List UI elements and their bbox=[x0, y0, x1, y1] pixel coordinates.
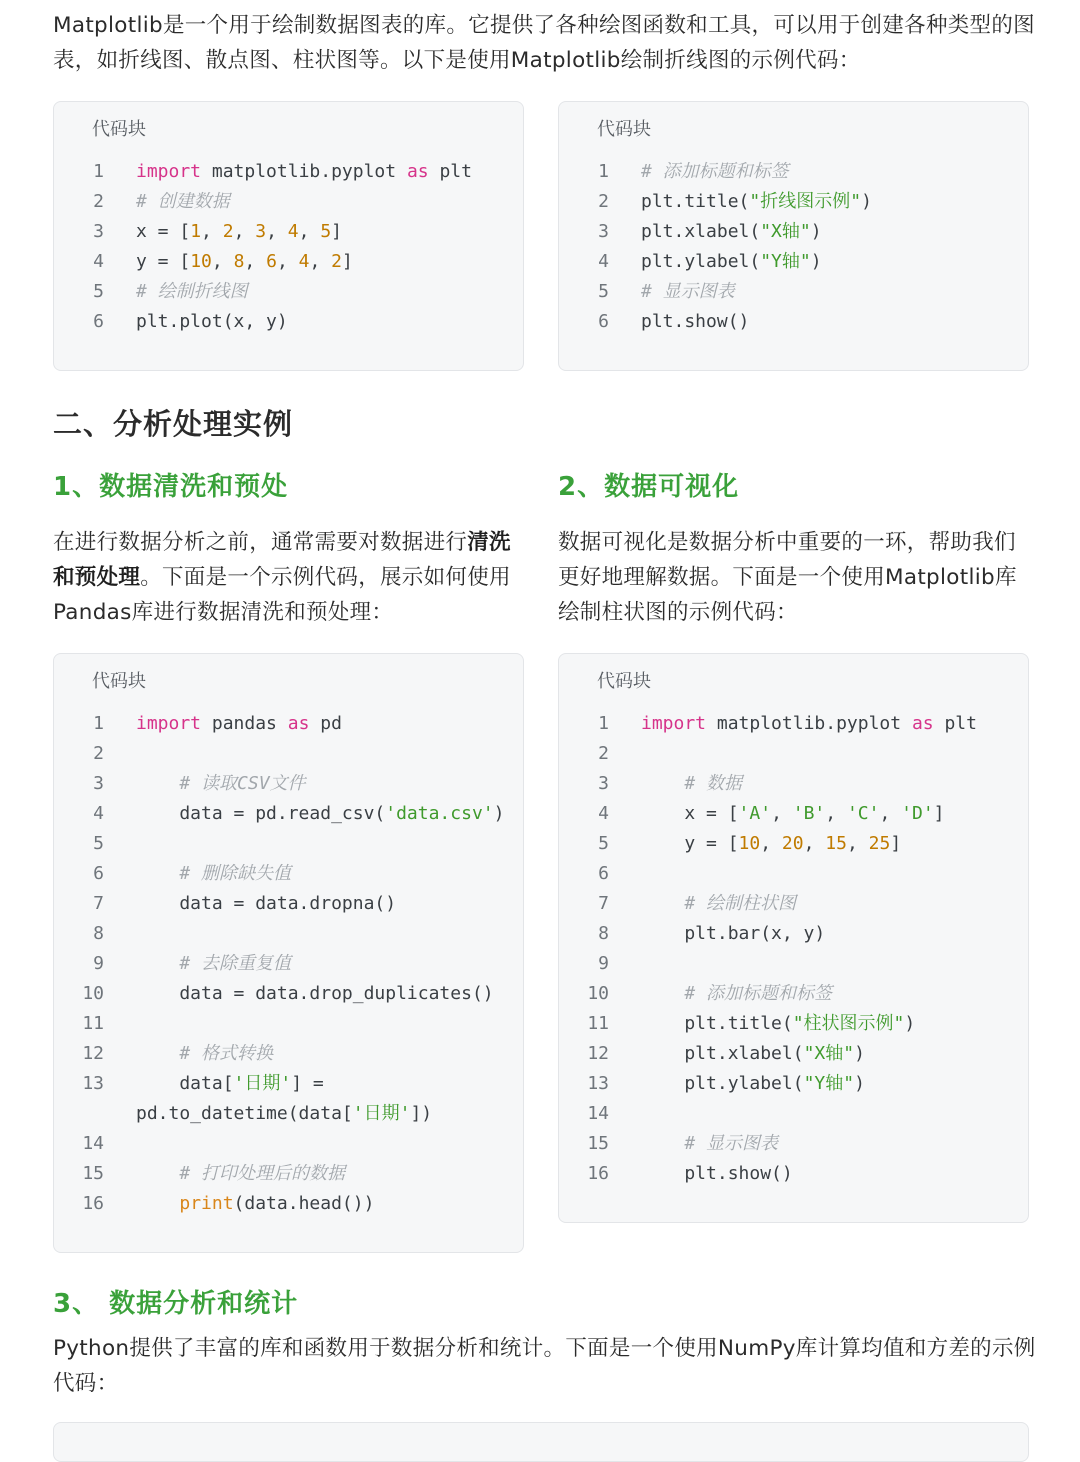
code-line bbox=[559, 1009, 1028, 1039]
code-token bbox=[136, 1043, 179, 1064]
code-token: , bbox=[846, 833, 869, 854]
code-text bbox=[136, 859, 291, 889]
code-text bbox=[136, 889, 396, 919]
cleaning-text: Pandas库进行数据清洗和预处理： bbox=[53, 600, 394, 625]
code-token: plt.bar(x, y) bbox=[641, 923, 826, 944]
code-token: pd bbox=[309, 713, 342, 734]
line-number: 3 bbox=[598, 221, 609, 242]
line-number: 9 bbox=[93, 953, 104, 974]
code-text bbox=[136, 247, 353, 277]
code-token: x = [ bbox=[641, 803, 739, 824]
code-token: # 打印处理后的数据 bbox=[179, 1163, 346, 1184]
line-number: 13 bbox=[82, 1073, 104, 1094]
code-block-line-plot bbox=[53, 101, 524, 371]
code-token: plt.ylabel( bbox=[641, 1073, 804, 1094]
code-token: # 数据 bbox=[684, 773, 743, 794]
code-text bbox=[641, 769, 742, 799]
code-text bbox=[136, 157, 472, 187]
code-line bbox=[54, 1069, 523, 1099]
cleaning-paragraph bbox=[53, 525, 523, 630]
line-number: 12 bbox=[82, 1043, 104, 1064]
code-token: pd.to_datetime(data[ bbox=[136, 1103, 353, 1124]
code-token: as bbox=[911, 713, 934, 734]
code-line bbox=[559, 1129, 1028, 1159]
intro-line-1: Matplotlib是一个用于绘制数据图表的库。它提供了各种绘图函数和工具，可以用于创建各种类型的图 bbox=[53, 13, 1035, 38]
code-token: plt.title( bbox=[641, 191, 750, 212]
code-line bbox=[54, 247, 523, 277]
code-line bbox=[559, 217, 1028, 247]
code-token: ) bbox=[810, 251, 822, 272]
code-token: # 创建数据 bbox=[136, 191, 230, 212]
code-token: 10 bbox=[190, 251, 212, 272]
code-token: # 读取CSV文件 bbox=[179, 773, 306, 794]
code-token bbox=[641, 773, 684, 794]
code-token: 4 bbox=[298, 251, 310, 272]
line-number: 6 bbox=[598, 863, 609, 884]
code-token: plt.title( bbox=[641, 1013, 793, 1034]
line-number: 10 bbox=[82, 983, 104, 1004]
code-token: "Y轴" bbox=[760, 251, 811, 272]
code-token: "柱状图示例" bbox=[792, 1013, 905, 1034]
code-token: plt.xlabel( bbox=[641, 1043, 804, 1064]
code-token: 6 bbox=[266, 251, 277, 272]
code-line bbox=[54, 859, 523, 889]
visualization-text: 绘制柱状图的示例代码： bbox=[558, 600, 798, 625]
code-token: , bbox=[771, 803, 793, 824]
code-token: "Y轴" bbox=[803, 1073, 855, 1094]
code-token: , bbox=[298, 221, 321, 242]
code-text bbox=[641, 1039, 865, 1069]
line-number: 14 bbox=[587, 1103, 609, 1124]
code-text bbox=[136, 799, 504, 829]
code-text bbox=[641, 829, 901, 859]
code-line bbox=[559, 1069, 1028, 1099]
line-number: 3 bbox=[93, 221, 104, 242]
line-number: 12 bbox=[587, 1043, 609, 1064]
code-token: 'C' bbox=[846, 803, 880, 824]
code-token: import bbox=[136, 713, 202, 734]
code-text bbox=[641, 187, 872, 217]
code-text bbox=[136, 979, 494, 1009]
code-line bbox=[559, 187, 1028, 217]
code-line bbox=[54, 1099, 523, 1129]
analysis-text: Python提供了丰富的库和函数用于数据分析和统计。下面是一个使用NumPy库计算均值和方差的示例 bbox=[53, 1336, 1036, 1361]
code-token: , bbox=[803, 833, 826, 854]
code-text bbox=[136, 277, 248, 307]
code-token: data = pd.read_csv( bbox=[136, 803, 386, 824]
intro-line-2: 表，如折线图、散点图、柱状图等。以下是使用Matplotlib绘制折线图的示例代码： bbox=[53, 48, 861, 73]
code-line bbox=[54, 769, 523, 799]
line-number: 9 bbox=[598, 953, 609, 974]
code-line bbox=[559, 247, 1028, 277]
code-token: , bbox=[276, 251, 299, 272]
code-token: 15 bbox=[825, 833, 847, 854]
intro-paragraph bbox=[53, 8, 1043, 78]
code-token: 10 bbox=[738, 833, 761, 854]
line-number: 4 bbox=[93, 251, 104, 272]
visualization-text: 数据可视化是数据分析中重要的一环，帮助我们 bbox=[558, 530, 1016, 555]
code-token: 2 bbox=[331, 251, 342, 272]
subheading-data-cleaning: 1、数据清洗和预处 bbox=[53, 472, 289, 502]
code-token: "X轴" bbox=[803, 1043, 855, 1064]
code-token: y = [ bbox=[641, 833, 739, 854]
code-text bbox=[641, 157, 789, 187]
code-token bbox=[136, 863, 179, 884]
code-block-label: 代码块 bbox=[92, 119, 146, 140]
code-line bbox=[559, 307, 1028, 337]
code-block-numpy bbox=[53, 1422, 1029, 1462]
code-token: # 添加标题和标签 bbox=[641, 161, 789, 182]
line-number: 4 bbox=[598, 251, 609, 272]
code-text bbox=[136, 1039, 273, 1069]
code-line bbox=[559, 799, 1028, 829]
code-token: plt.show() bbox=[641, 311, 750, 332]
code-line bbox=[559, 949, 1028, 979]
code-token: # 显示图表 bbox=[641, 281, 735, 302]
code-token: print bbox=[179, 1193, 234, 1214]
line-number: 5 bbox=[93, 281, 104, 302]
code-line bbox=[54, 949, 523, 979]
analysis-paragraph bbox=[53, 1331, 1043, 1401]
code-token: plt.ylabel( bbox=[641, 251, 761, 272]
code-token: 'data.csv' bbox=[385, 803, 494, 824]
code-token: '日期' bbox=[352, 1103, 411, 1124]
code-line bbox=[559, 889, 1028, 919]
code-line bbox=[559, 739, 1028, 769]
code-token bbox=[641, 1133, 684, 1154]
code-token: # 绘制柱状图 bbox=[684, 893, 797, 914]
code-token: 8 bbox=[233, 251, 245, 272]
code-block-bar-chart bbox=[558, 653, 1029, 1223]
code-token: 25 bbox=[868, 833, 891, 854]
code-token: ] bbox=[342, 251, 353, 272]
code-text bbox=[641, 889, 796, 919]
code-token: plt.show() bbox=[641, 1163, 793, 1184]
code-line bbox=[54, 1129, 523, 1159]
line-number: 16 bbox=[587, 1163, 609, 1184]
code-token: # 格式转换 bbox=[179, 1043, 274, 1064]
code-token: ) bbox=[810, 221, 822, 242]
code-text bbox=[641, 979, 832, 1009]
code-text bbox=[641, 799, 945, 829]
code-text bbox=[641, 307, 749, 337]
code-text bbox=[136, 217, 342, 247]
code-line bbox=[559, 829, 1028, 859]
visualization-text: 更好地理解数据。下面是一个使用Matplotlib库 bbox=[558, 565, 1017, 590]
line-number: 16 bbox=[82, 1193, 104, 1214]
code-line bbox=[559, 277, 1028, 307]
code-text bbox=[136, 1069, 324, 1099]
line-number: 2 bbox=[93, 191, 104, 212]
code-line bbox=[54, 919, 523, 949]
code-token: plt bbox=[428, 161, 472, 182]
code-text bbox=[136, 1099, 432, 1129]
code-line bbox=[54, 829, 523, 859]
code-line bbox=[54, 217, 523, 247]
subheading-data-visualization: 2、数据可视化 bbox=[558, 472, 740, 502]
code-line bbox=[559, 157, 1028, 187]
line-number: 4 bbox=[598, 803, 609, 824]
code-text bbox=[641, 1069, 865, 1099]
code-token: 2 bbox=[222, 221, 234, 242]
code-token: 1 bbox=[190, 221, 202, 242]
code-line bbox=[54, 157, 523, 187]
code-line bbox=[54, 1159, 523, 1189]
code-line bbox=[54, 799, 523, 829]
line-number: 2 bbox=[93, 743, 104, 764]
code-token bbox=[136, 1193, 179, 1214]
code-token: # 去除重复值 bbox=[179, 953, 292, 974]
code-line bbox=[54, 1009, 523, 1039]
line-number: 1 bbox=[93, 161, 104, 182]
code-text bbox=[641, 277, 735, 307]
code-token: y = [ bbox=[136, 251, 191, 272]
code-line bbox=[54, 979, 523, 1009]
code-token: plt bbox=[933, 713, 977, 734]
code-token: # 显示图表 bbox=[684, 1133, 779, 1154]
line-number: 15 bbox=[587, 1133, 609, 1154]
code-token: as bbox=[287, 713, 310, 734]
code-block-titles bbox=[558, 101, 1029, 371]
code-token: plt.plot(x, y) bbox=[136, 311, 288, 332]
code-token: , bbox=[233, 221, 256, 242]
code-token: "折线图示例" bbox=[749, 191, 862, 212]
code-token: ] bbox=[933, 803, 945, 824]
code-token: , bbox=[266, 221, 288, 242]
code-line bbox=[54, 1189, 523, 1219]
line-number: 2 bbox=[598, 191, 609, 212]
line-number: 7 bbox=[598, 893, 609, 914]
code-text bbox=[136, 709, 342, 739]
code-token: ) bbox=[493, 803, 505, 824]
code-token bbox=[136, 773, 179, 794]
code-token: 3 bbox=[255, 221, 267, 242]
code-block-label: 代码块 bbox=[597, 119, 651, 140]
code-token bbox=[641, 983, 684, 1004]
code-line bbox=[54, 889, 523, 919]
code-token: 'D' bbox=[901, 803, 934, 824]
code-token: 'B' bbox=[792, 803, 826, 824]
line-number: 7 bbox=[93, 893, 104, 914]
line-number: 15 bbox=[82, 1163, 104, 1184]
line-number: 1 bbox=[93, 713, 104, 734]
code-text bbox=[136, 307, 288, 337]
code-token: ) bbox=[854, 1073, 865, 1094]
code-token: '日期' bbox=[233, 1073, 292, 1094]
code-token: , bbox=[211, 251, 234, 272]
cleaning-text: 。下面是一个示例代码，展示如何使用 bbox=[140, 565, 511, 590]
code-token: data = data.drop_duplicates() bbox=[136, 983, 494, 1004]
line-number: 5 bbox=[598, 281, 609, 302]
code-line bbox=[54, 277, 523, 307]
code-line bbox=[559, 709, 1028, 739]
code-block-label: 代码块 bbox=[597, 671, 651, 692]
code-token: , bbox=[201, 221, 223, 242]
code-token: , bbox=[309, 251, 332, 272]
line-number: 3 bbox=[93, 773, 104, 794]
code-line bbox=[54, 1039, 523, 1069]
cleaning-text: 在进行数据分析之前，通常需要对数据进行 bbox=[53, 530, 468, 555]
code-token: data[ bbox=[136, 1073, 234, 1094]
code-token bbox=[136, 953, 179, 974]
line-number: 6 bbox=[93, 863, 104, 884]
code-token bbox=[136, 1163, 179, 1184]
code-token: 20 bbox=[781, 833, 804, 854]
code-line bbox=[559, 859, 1028, 889]
code-token: (data.head()) bbox=[233, 1193, 375, 1214]
line-number: 6 bbox=[598, 311, 609, 332]
analysis-text: 代码： bbox=[53, 1371, 119, 1396]
code-token: import bbox=[136, 161, 202, 182]
section-heading: 二、分析处理实例 bbox=[53, 407, 294, 441]
code-line bbox=[54, 709, 523, 739]
line-number: 2 bbox=[598, 743, 609, 764]
code-line bbox=[54, 739, 523, 769]
code-token: x = [ bbox=[136, 221, 191, 242]
code-token: ) bbox=[854, 1043, 865, 1064]
line-number: 1 bbox=[598, 713, 609, 734]
code-token: ] bbox=[331, 221, 342, 242]
code-text bbox=[641, 709, 977, 739]
code-token: , bbox=[879, 803, 902, 824]
line-number: 1 bbox=[598, 161, 609, 182]
code-line bbox=[559, 1099, 1028, 1129]
line-number: 5 bbox=[598, 833, 609, 854]
code-line bbox=[54, 307, 523, 337]
code-text bbox=[641, 247, 822, 277]
line-number: 10 bbox=[587, 983, 609, 1004]
code-token: # 删除缺失值 bbox=[179, 863, 292, 884]
code-token: , bbox=[760, 833, 782, 854]
line-number: 8 bbox=[93, 923, 104, 944]
code-text bbox=[641, 1009, 915, 1039]
line-number: 3 bbox=[598, 773, 609, 794]
code-block-pandas bbox=[53, 653, 524, 1253]
code-text bbox=[641, 217, 822, 247]
code-token: "X轴" bbox=[760, 221, 811, 242]
code-token: ] = bbox=[291, 1073, 324, 1094]
code-text bbox=[136, 1159, 345, 1189]
line-number: 11 bbox=[82, 1013, 104, 1034]
code-token: as bbox=[406, 161, 429, 182]
line-number: 11 bbox=[587, 1013, 609, 1034]
code-token: , bbox=[244, 251, 267, 272]
code-token: 'A' bbox=[738, 803, 772, 824]
line-number: 4 bbox=[93, 803, 104, 824]
line-number: 6 bbox=[93, 311, 104, 332]
code-line bbox=[559, 919, 1028, 949]
line-number: 14 bbox=[82, 1133, 104, 1154]
code-text bbox=[136, 949, 291, 979]
code-token bbox=[641, 893, 684, 914]
code-text bbox=[136, 1189, 374, 1219]
code-token: 5 bbox=[320, 221, 332, 242]
code-block-label: 代码块 bbox=[92, 671, 146, 692]
code-line bbox=[559, 1159, 1028, 1189]
code-token: data = data.dropna() bbox=[136, 893, 397, 914]
subheading-data-analysis: 3、 数据分析和统计 bbox=[53, 1289, 299, 1319]
code-token: matplotlib.pyplot bbox=[706, 713, 912, 734]
code-text bbox=[136, 187, 230, 217]
code-token: plt.xlabel( bbox=[641, 221, 761, 242]
line-number: 5 bbox=[93, 833, 104, 854]
code-token: matplotlib.pyplot bbox=[201, 161, 407, 182]
code-token: , bbox=[825, 803, 847, 824]
cleaning-bold: 清洗 bbox=[467, 530, 511, 555]
code-token: pandas bbox=[201, 713, 288, 734]
code-line bbox=[559, 979, 1028, 1009]
code-text bbox=[641, 1159, 793, 1189]
code-token: 4 bbox=[287, 221, 299, 242]
code-token: ] bbox=[890, 833, 902, 854]
line-number: 8 bbox=[598, 923, 609, 944]
code-text bbox=[641, 919, 825, 949]
code-token: import bbox=[641, 713, 707, 734]
code-token: # 绘制折线图 bbox=[136, 281, 248, 302]
visualization-paragraph bbox=[558, 525, 1028, 630]
code-token: ]) bbox=[410, 1103, 433, 1124]
code-text bbox=[641, 1129, 778, 1159]
code-text bbox=[136, 769, 306, 799]
preprocess-bold: 和预处理 bbox=[53, 565, 141, 590]
code-line bbox=[559, 1039, 1028, 1069]
code-line bbox=[559, 769, 1028, 799]
code-token: # 添加标题和标签 bbox=[684, 983, 833, 1004]
code-line bbox=[54, 187, 523, 217]
line-number: 13 bbox=[587, 1073, 609, 1094]
code-token: ) bbox=[904, 1013, 916, 1034]
code-token: ) bbox=[861, 191, 872, 212]
